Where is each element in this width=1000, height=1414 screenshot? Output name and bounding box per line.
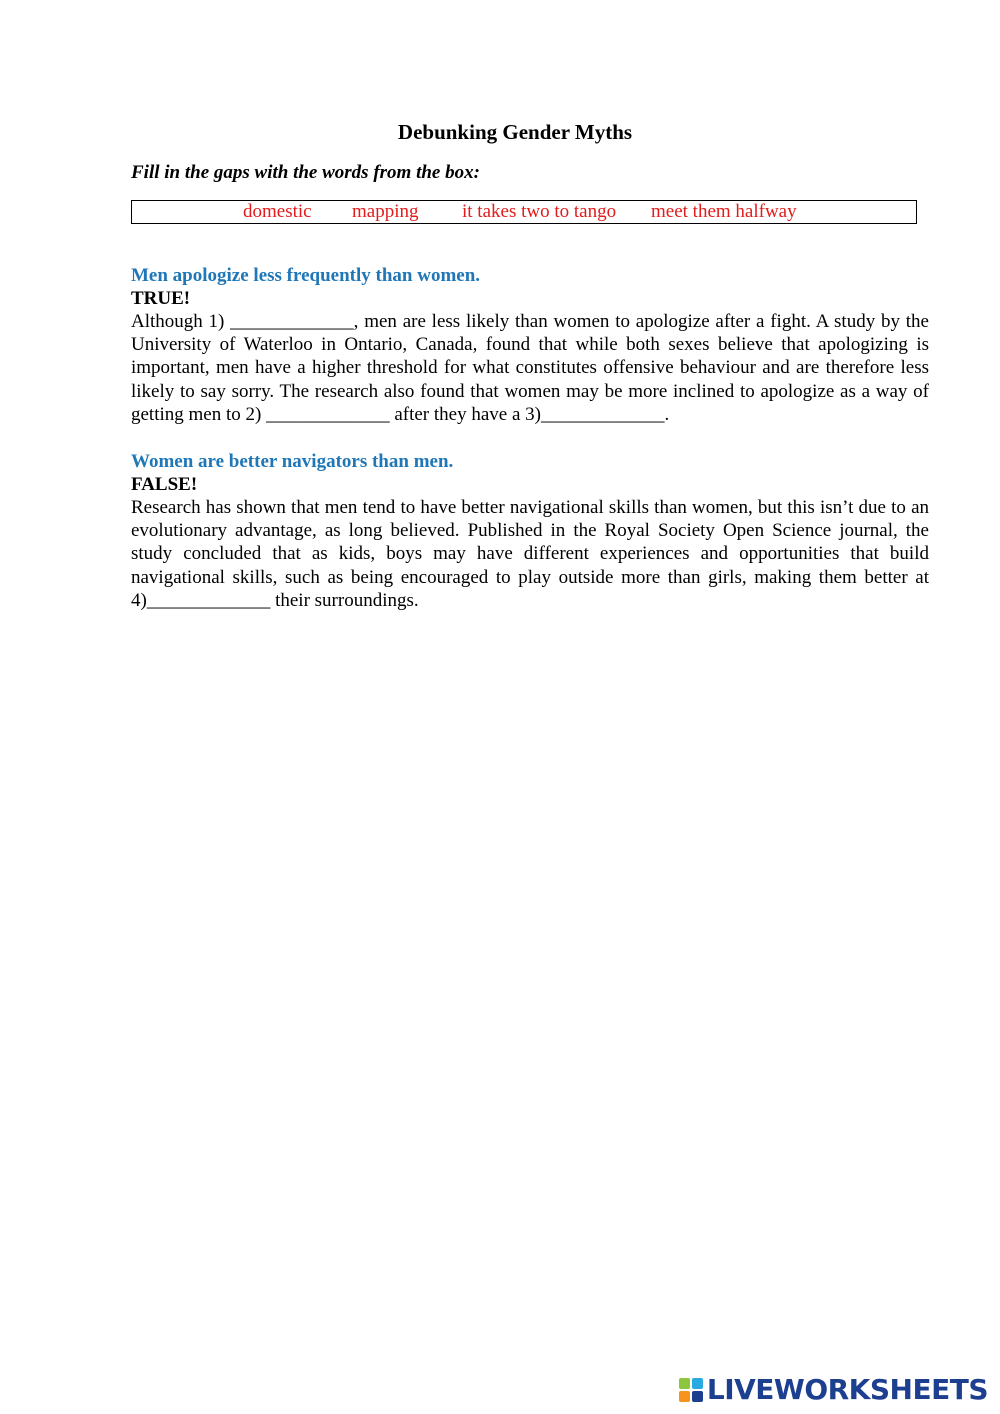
- myth-section: [131, 450, 929, 612]
- myth-section: [131, 264, 929, 426]
- myth-body-text: Although 1) _____________, men are less likely than women to apologize after a fight. A study by the University of Waterloo in Ontario, Canada, found that while both sexes believe that apologizing is important, men have a higher threshold for what constitutes offensive behaviour and are therefore less likely to say sorry. The research also found that women may be more inclined to apologize as a way of getting men to 2) _____________ after they have a 3)_____________.: [131, 311, 929, 425]
- myth-heading: Women are better navigators than men.: [131, 451, 454, 472]
- word-box-item: it takes two to tango: [462, 201, 617, 222]
- liveworksheets-logo-icon: [679, 1378, 703, 1402]
- instruction-text: Fill in the gaps with the words from the box:: [131, 162, 480, 183]
- myth-verdict: FALSE!: [131, 474, 198, 495]
- logo-text: LIVEWORKSHEETS: [706, 1373, 988, 1406]
- word-box-item: mapping: [352, 201, 419, 222]
- word-box-item: meet them halfway: [651, 201, 797, 222]
- myth-body-text: Research has shown that men tend to have better navigational skills than women, but this isn’t due to an evolutionary advantage, as long believed. Published in the Royal Society Open Science journal, the study concluded that as kids, boys may have different experiences and opportunities that build navigational skills, such as being encouraged to play outside more than girls, making them better at 4)_____________ their surroundings.: [131, 497, 929, 611]
- myth-heading: Men apologize less frequently than women.: [131, 265, 481, 286]
- word-box: [131, 200, 917, 224]
- liveworksheets-logo: [679, 1374, 988, 1406]
- word-box-item: domestic: [243, 201, 312, 222]
- myth-verdict: TRUE!: [131, 288, 191, 309]
- page-title: Debunking Gender Myths: [397, 120, 633, 144]
